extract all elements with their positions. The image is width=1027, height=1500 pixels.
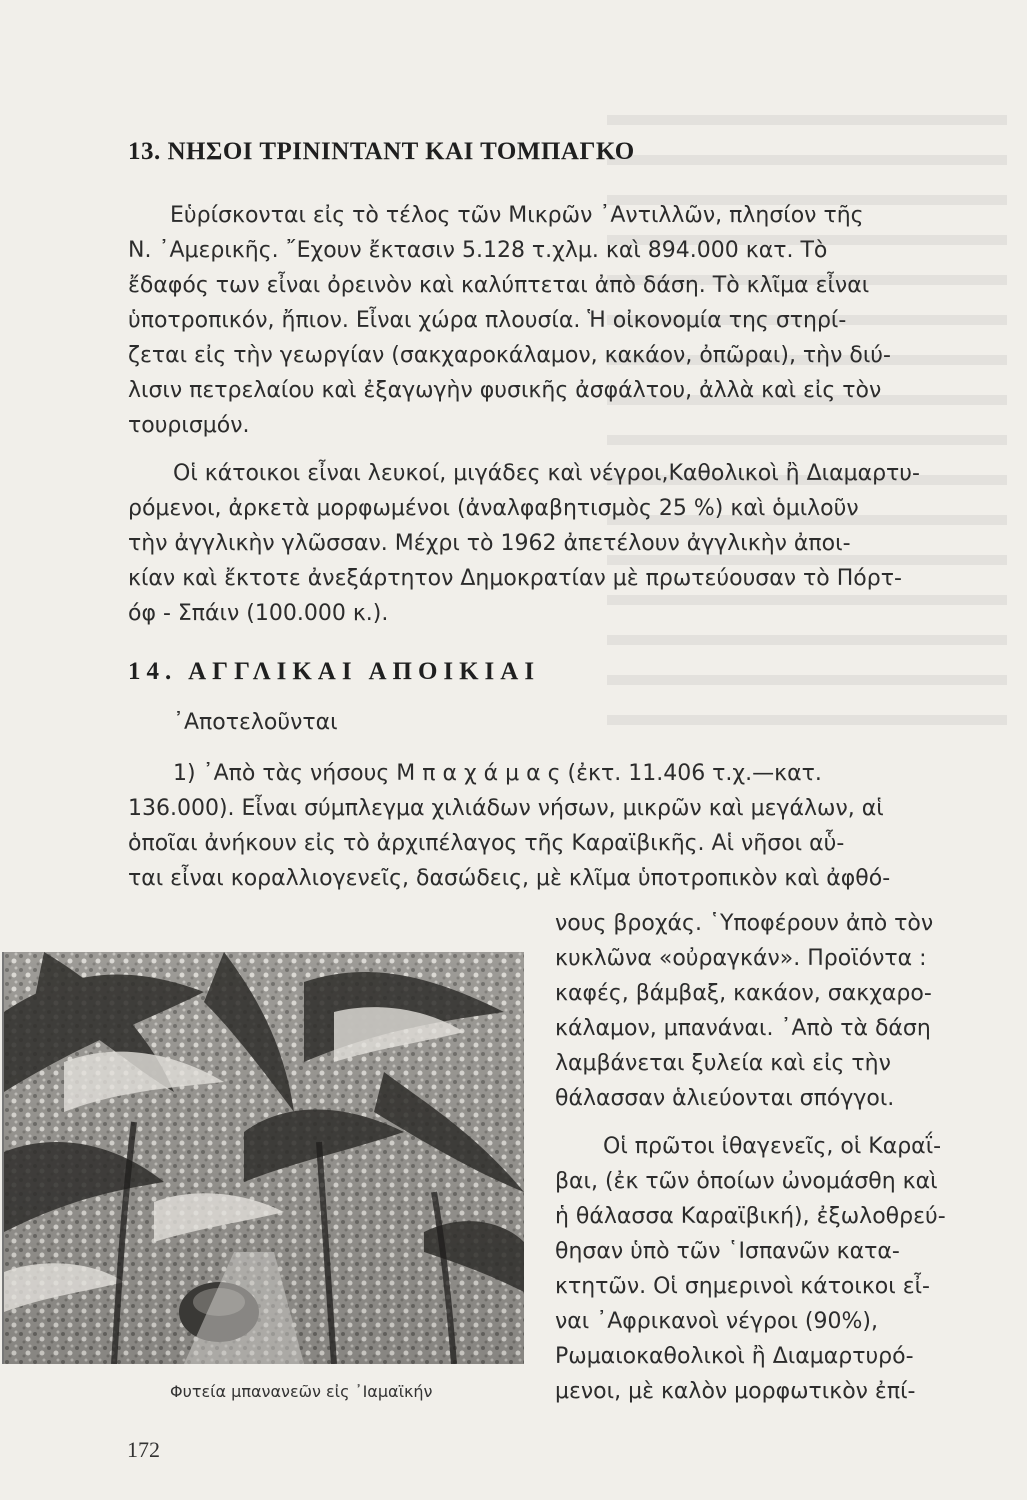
section-14-line: καφές, βάμβαξ, κακάον, σακχαρο- bbox=[555, 981, 932, 1006]
section-13-line: ζεται εἰς τὴν γεωργίαν (σακχαροκάλαμον, κακάον, ὀπῶραι), τὴν διύ- bbox=[128, 343, 891, 368]
section-14-line: ται εἶναι κοραλλιογενεῖς, δασώδεις, μὲ κλῖμα ὑποτροπικὸν καὶ ἀφθό- bbox=[128, 866, 891, 891]
section-14-line: θάλασσαν ἁλιεύονται σπόγγοι. bbox=[555, 1086, 895, 1111]
section-13-line: κίαν καὶ ἔκτοτε ἀνεξάρτητον Δημοκρατίαν μὲ πρωτεύουσαν τὸ Πόρτ- bbox=[128, 566, 902, 591]
section-13-line: Ν. ᾿Αμερικῆς. ῎Εχουν ἔκτασιν 5.128 τ.χλμ. καὶ 894.000 κατ. Τὸ bbox=[128, 238, 828, 263]
section-14-line: κάλαμον, μπανάναι. ᾿Απὸ τὰ δάση bbox=[555, 1016, 931, 1041]
section-14-line: ναι ᾿Αφρικανοὶ νέγροι (90%), bbox=[555, 1309, 878, 1334]
section-13-line: λισιν πετρελαίου καὶ ἐξαγωγὴν φυσικῆς ἀσφάλτου, ἀλλὰ καὶ εἰς τὸν bbox=[128, 378, 882, 403]
section-14-title: 14. ΑΓΓΛΙΚΑΙ ΑΠΟΙΚΙΑΙ bbox=[128, 658, 541, 685]
section-13-title: 13. ΝΗΣΟΙ ΤΡΙΝΙΝΤΑΝΤ ΚΑΙ ΤΟΜΠΑΓΚΟ bbox=[128, 138, 635, 165]
section-14-line: Οἱ πρῶτοι ἰθαγενεῖς, οἱ Καραΐ- bbox=[603, 1134, 942, 1159]
section-14-line: θησαν ὑπὸ τῶν ῾Ισπανῶν κατα- bbox=[555, 1239, 900, 1264]
photo-caption: Φυτεία μπανανεῶν εἰς ᾿Ιαμαϊκήν bbox=[170, 1382, 433, 1401]
page-number: 172 bbox=[127, 1437, 160, 1462]
section-14-line: νους βροχάς. ῾Υποφέρουν ἀπὸ τὸν bbox=[555, 911, 934, 936]
section-14-line: 136.000). Εἶναι σύμπλεγμα χιλιάδων νήσων, μικρῶν καὶ μεγάλων, αἱ bbox=[128, 796, 884, 821]
section-14-line: ἡ θάλασσα Καραϊβική), ἐξωλοθρεύ- bbox=[555, 1204, 946, 1229]
section-14-line: ᾿Αποτελοῦνται bbox=[173, 710, 338, 735]
section-13-line: τὴν ἀγγλικὴν γλῶσσαν. Μέχρι τὸ 1962 ἀπετέλουν ἀγγλικὴν ἀποι- bbox=[128, 531, 851, 556]
section-14-line: 1) ᾿Απὸ τὰς νήσους Μ π α χ ά μ α ς (ἐκτ. 11.406 τ.χ.—κατ. bbox=[173, 761, 822, 786]
section-13-line: ὑποτροπικόν, ἤπιον. Εἶναι χώρα πλουσία. Ἡ οἰκονομία της στηρί- bbox=[128, 308, 847, 333]
section-14-line: Ρωμαιοκαθολικοὶ ἢ Διαμαρτυρό- bbox=[555, 1344, 914, 1369]
section-14-line: κυκλῶνα «οὐραγκάν». Προϊόντα : bbox=[555, 946, 927, 971]
section-13-line: ρόμενοι, ἀρκετὰ μορφωμένοι (ἀναλφαβητισμὸς 25 %) καὶ ὁμιλοῦν bbox=[128, 496, 859, 521]
section-14-line: μενοι, μὲ καλὸν μορφωτικὸν ἐπί- bbox=[555, 1379, 916, 1404]
section-13-line: Εὑρίσκονται εἰς τὸ τέλος τῶν Μικρῶν ᾿Αντιλλῶν, πλησίον τῆς bbox=[170, 203, 864, 228]
section-13-line: τουρισμόν. bbox=[128, 413, 250, 438]
section-14-line: λαμβάνεται ξυλεία καὶ εἰς τὴν bbox=[555, 1051, 891, 1076]
section-13-line: ἔδαφός των εἶναι ὀρεινὸν καὶ καλύπτεται ἀπὸ δάση. Τὸ κλῖμα εἶναι bbox=[128, 273, 870, 298]
section-14-line: ὁποῖαι ἀνήκουν εἰς τὸ ἀρχιπέλαγος τῆς Καραϊβικῆς. Αἱ νῆσοι αὗ- bbox=[128, 831, 845, 856]
section-13-line: όφ - Σπάιν (100.000 κ.). bbox=[128, 601, 389, 626]
section-14-line: κτητῶν. Οἱ σημερινοὶ κάτοικοι εἶ- bbox=[555, 1274, 930, 1299]
bleed-through-texture bbox=[607, 100, 1007, 750]
section-14-line: βαι, (ἐκ τῶν ὁποίων ὠνομάσθη καὶ bbox=[555, 1169, 938, 1194]
section-13-line: Οἱ κάτοικοι εἶναι λευκοί, μιγάδες καὶ νέγροι,Καθολικοὶ ἢ Διαμαρτυ- bbox=[173, 461, 920, 486]
banana-plantation-photo bbox=[2, 952, 524, 1364]
